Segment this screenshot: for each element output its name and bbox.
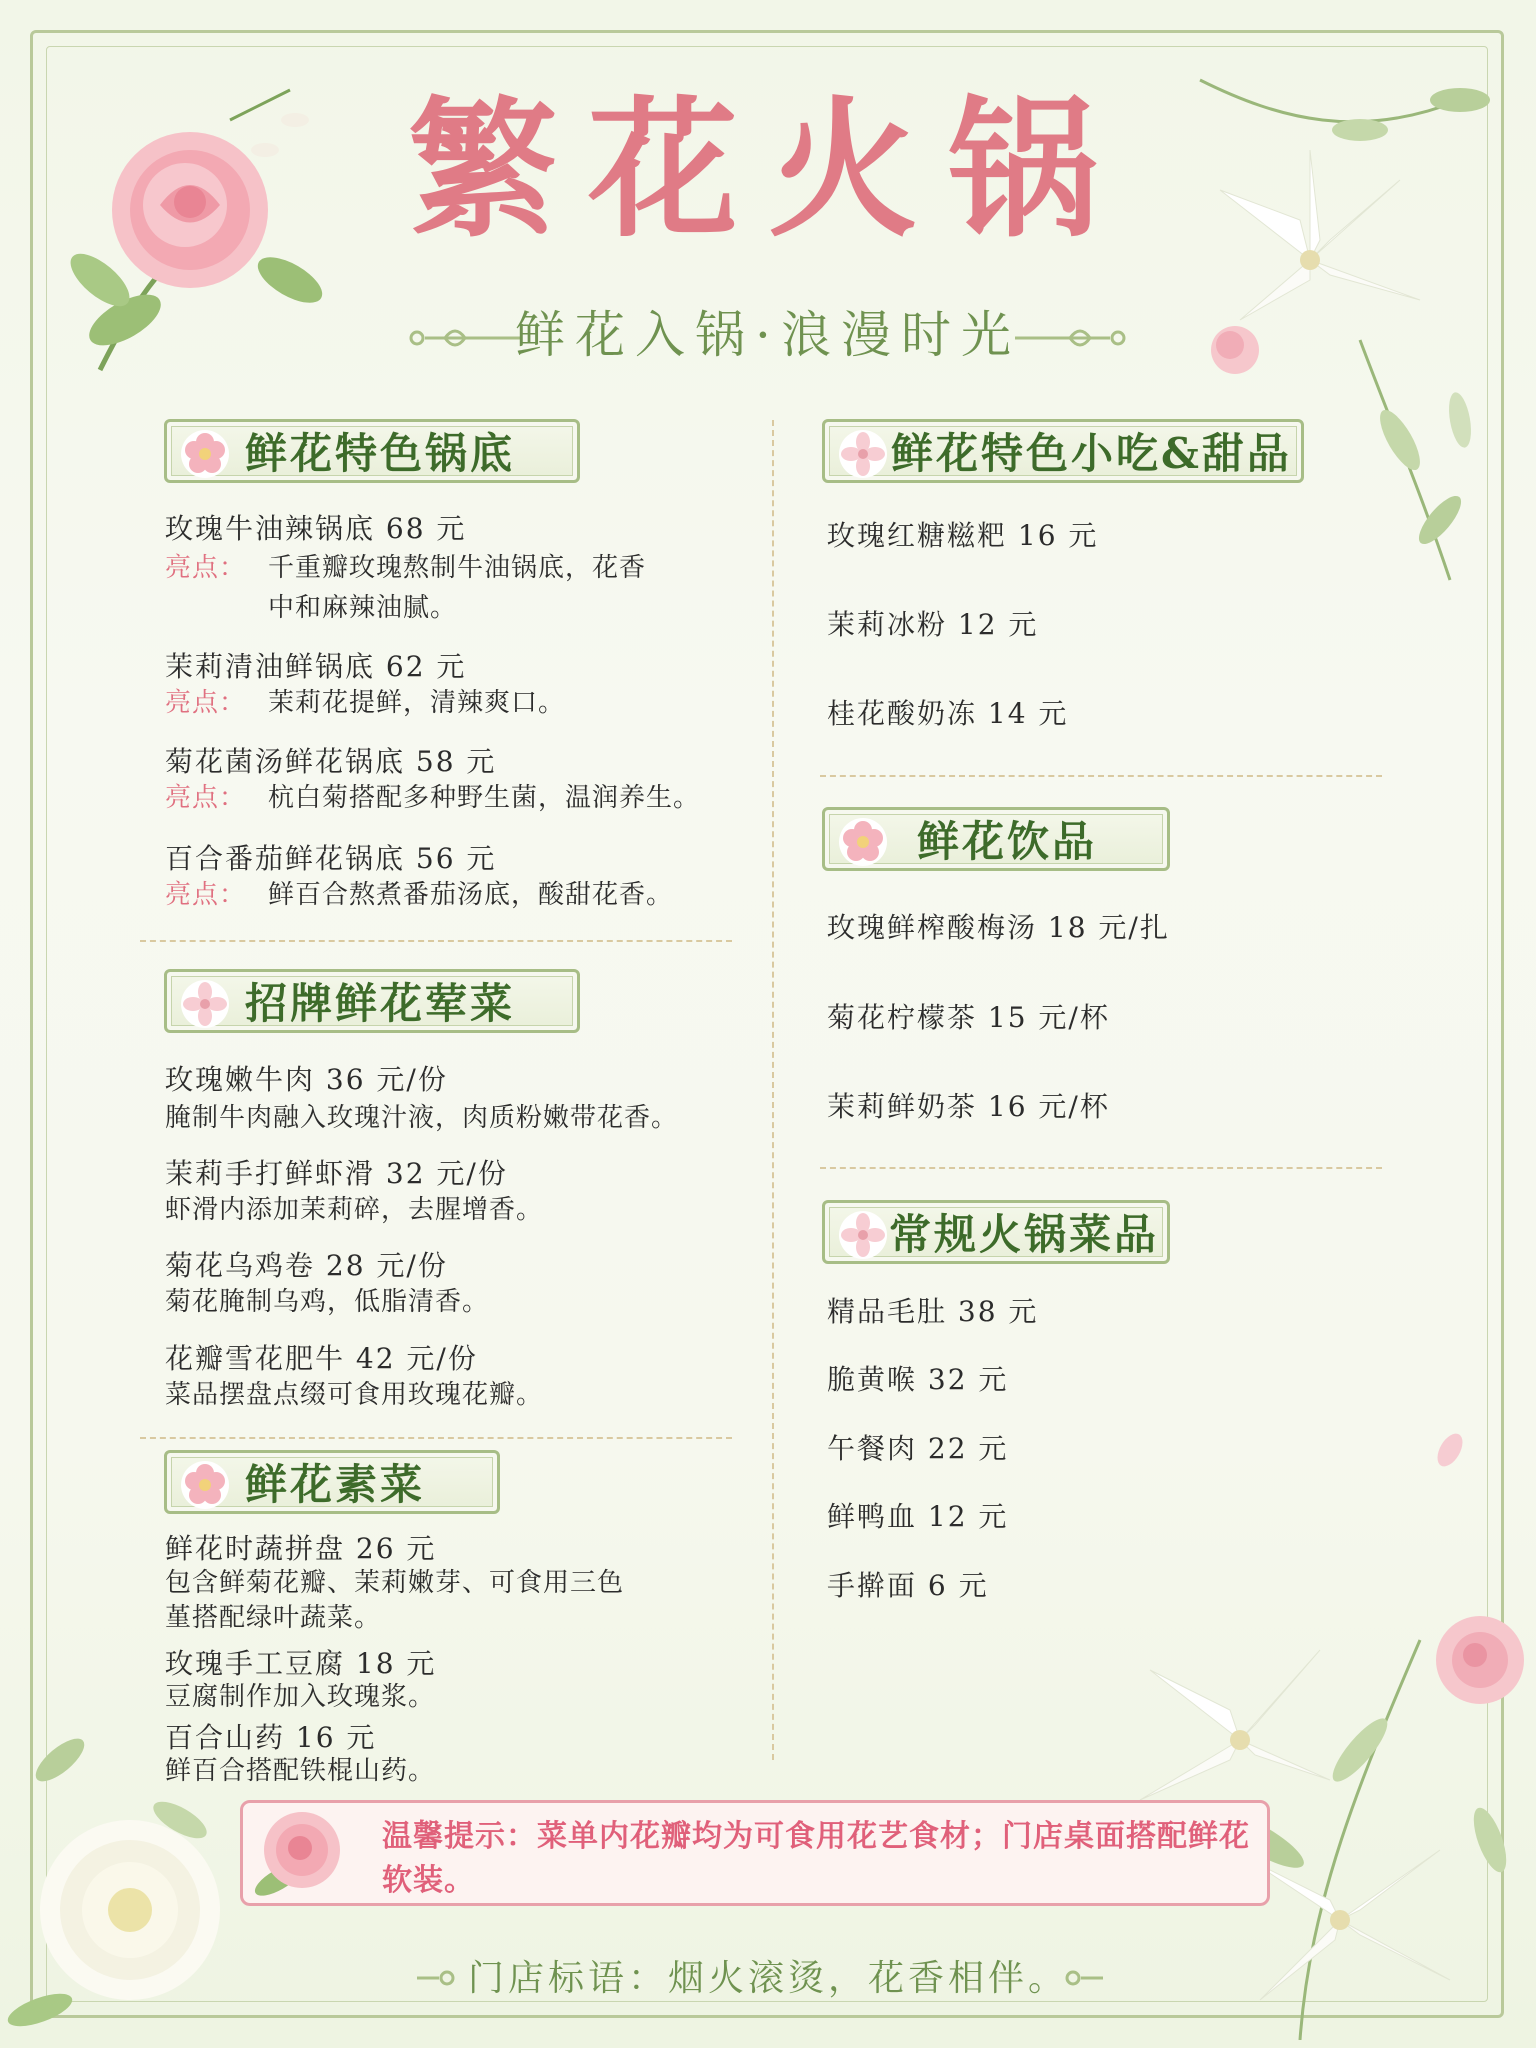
flower-icon [837,1209,889,1261]
menu-item-highlight: 亮点： [165,783,247,813]
menu-item-name: 鲜鸭血 12 元 [827,1500,1009,1533]
menu-item-desc: 茉莉花提鲜，清辣爽口。 [268,688,566,718]
menu-item-name: 菊花柠檬茶 15 元/杯 [827,1001,1110,1034]
section-divider [820,775,1382,777]
menu-item-name: 桂花酸奶冻 14 元 [827,697,1069,730]
menu-item-name: 百合山药 16 元 [165,1721,377,1754]
flower-icon [179,1459,231,1511]
menu-item-name: 茉莉手打鲜虾滑 32 元/份 [165,1157,508,1190]
menu-item-desc: 杭白菊搭配多种野生菌，温润养生。 [268,783,701,813]
flower-icon [179,428,231,480]
flower-icon [837,428,889,480]
menu-item-desc: 鲜百合熬煮番茄汤底，酸甜花香。 [268,880,674,910]
menu-item-name: 玫瑰鲜榨酸梅汤 18 元/扎 [827,911,1170,944]
menu-item-name: 茉莉冰粉 12 元 [827,608,1039,641]
flower-icon [179,978,231,1030]
section-title: 鲜花特色锅底 [245,429,516,478]
section-header-snacks-desserts [822,419,1304,483]
menu-item-name: 茉莉鲜奶茶 16 元/杯 [827,1090,1110,1123]
menu-item-desc: 虾滑内添加茉莉碎，去腥增香。 [165,1195,544,1225]
section-header-signature-meat [164,969,580,1033]
menu-item-name: 玫瑰手工豆腐 18 元 [165,1647,437,1680]
menu-item-desc: 菜品摆盘点缀可食用玫瑰花瓣。 [165,1380,544,1410]
menu-item-name: 手擀面 6 元 [827,1569,989,1602]
menu-item-name: 花瓣雪花肥牛 42 元/份 [165,1342,478,1375]
section-title: 鲜花素菜 [245,1460,426,1509]
menu-item-name: 菊花乌鸡卷 28 元/份 [165,1249,448,1282]
menu-item-name: 百合番茄鲜花锅底 56 元 [165,842,497,875]
menu-item-highlight: 亮点： [165,880,247,910]
menu-item-highlight: 亮点： [165,688,247,718]
flower-icon [837,816,889,868]
menu-item-desc: 千重瓣玫瑰熬制牛油锅底，花香 [268,553,647,583]
menu-item-highlight: 亮点： [165,553,247,583]
section-header-vegetables [164,1450,500,1514]
menu-item-desc: 豆腐制作加入玫瑰浆。 [165,1682,436,1712]
section-divider [140,940,732,942]
section-header-regular-dishes [822,1200,1170,1264]
menu-item-name: 玫瑰牛油辣锅底 68 元 [165,512,467,545]
flower-illustration-bottom-right [1060,1420,1530,2040]
restaurant-subtitle: 鲜花入锅·浪漫时光 [515,306,1021,364]
tip-text: 温馨提示：菜单内花瓣均为可食用花艺食材；门店桌面搭配鲜花软装。 [382,1819,1250,1898]
ornament-slogan-right [1065,1958,1105,1998]
restaurant-title: 繁花火锅 [407,82,1128,258]
menu-item-name: 玫瑰嫩牛肉 36 元/份 [165,1063,448,1096]
column-divider [772,420,774,1760]
menu-item-name: 午餐肉 22 元 [827,1432,1009,1465]
section-divider [140,1437,732,1439]
menu-item-name: 玫瑰红糖糍粑 16 元 [827,519,1099,552]
menu-item-desc: 包含鲜菊花瓣、茉莉嫩芽、可食用三色 [165,1568,625,1598]
menu-item-name: 鲜花时蔬拼盘 26 元 [165,1532,437,1565]
menu-item-desc: 堇搭配绿叶蔬菜。 [165,1603,382,1633]
menu-item-name: 菊花菌汤鲜花锅底 58 元 [165,745,497,778]
section-title: 鲜花饮品 [917,817,1098,866]
section-divider [820,1167,1382,1169]
rose-icon [238,1790,358,1910]
section-title: 鲜花特色小吃&甜品 [891,429,1292,478]
section-title: 招牌鲜花荤菜 [245,979,516,1028]
menu-item-name: 脆黄喉 32 元 [827,1363,1009,1396]
menu-item-desc: 菊花腌制乌鸡，低脂清香。 [165,1287,490,1317]
menu-item-desc: 鲜百合搭配铁棍山药。 [165,1756,436,1786]
section-header-drinks [822,807,1170,871]
section-title: 常规火锅菜品 [889,1210,1160,1259]
menu-item-desc: 中和麻辣油腻。 [268,593,458,623]
menu-item-name: 茉莉清油鲜锅底 62 元 [165,650,467,683]
section-header-flower-broth [164,419,580,483]
menu-item-name: 精品毛肚 38 元 [827,1295,1039,1328]
menu-item-desc: 腌制牛肉融入玫瑰汁液，肉质粉嫩带花香。 [165,1103,679,1133]
store-slogan: 门店标语：烟火滚烫，花香相伴。 [467,1958,1068,1999]
